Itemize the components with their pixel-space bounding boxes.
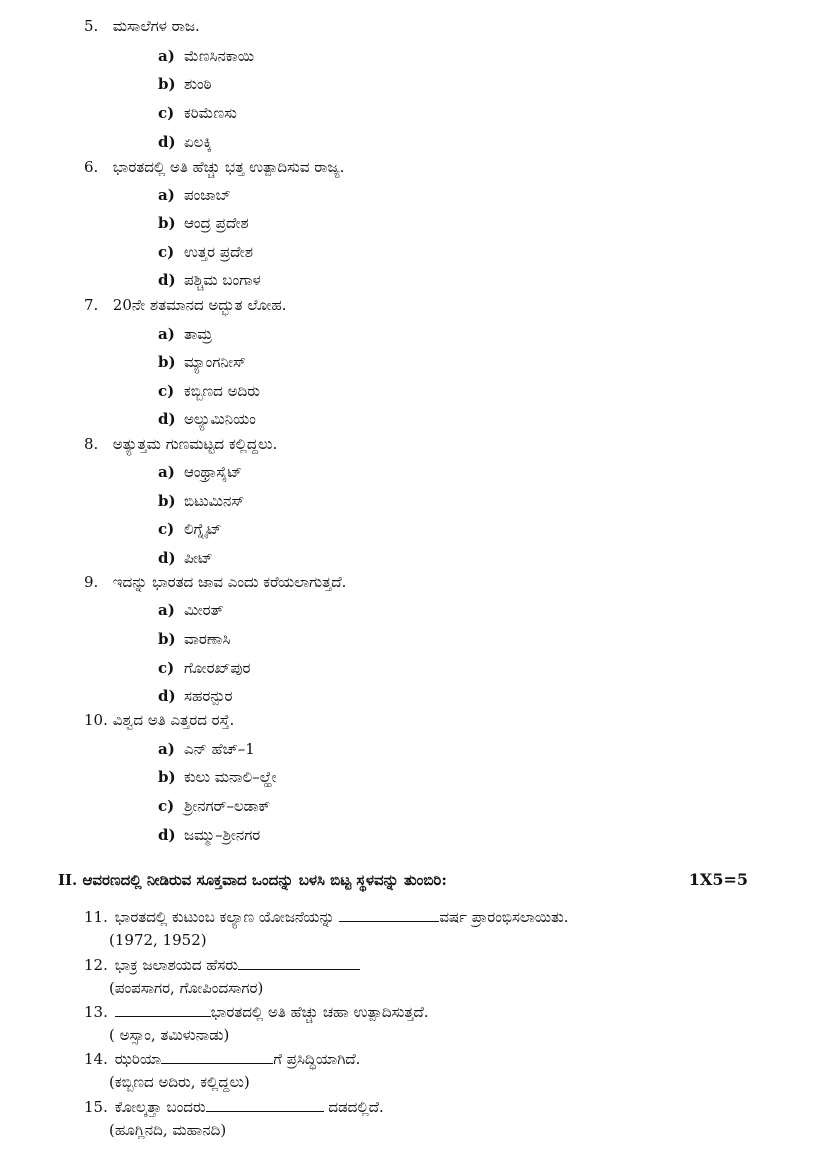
section-heading [58,870,748,890]
option-text: ಕಬ್ಬಿಣದ ಅದಿರು [184,382,260,400]
option-letter: a) [158,740,175,758]
option-text: ಉತ್ತರ ಪ್ರದೇಶ [184,243,253,261]
answer-choices: ( ಅಸ್ಸಾಂ, ತಮಿಳುನಾಡು) [109,1026,230,1044]
section-number: II. [58,871,78,889]
option [158,242,253,262]
option-letter: d) [158,271,176,289]
option-text: ವಾರಣಾಸಿ [184,630,231,648]
option-text: ಶ್ರೀನಗರ್–ಲಡಾಕ್ [184,797,271,815]
option-letter: b) [158,75,176,93]
option-letter: d) [158,687,176,705]
option [158,686,233,706]
option [158,270,261,290]
question-text: ವಿಶ್ವದ ಅತಿ ಎತ್ತರದ ರಸ್ತೆ. [112,711,235,729]
option-text: ಪಶ್ಚಿಮ ಬಂಗಾಳ [184,271,261,289]
option-letter: d) [158,410,176,428]
answer-blank [238,955,360,970]
answer-blank [161,1049,273,1064]
answer-blank [339,907,439,922]
fill-question-12 [84,955,360,975]
question-number: 15. [84,1098,108,1116]
option [158,462,242,482]
option [158,491,244,511]
section-title: ಆವರಣದಲ್ಲಿ ನೀಡಿರುವ ಸೂಕ್ತವಾದ ಒಂದನ್ನು ಬಳಸಿ ಬಿಟ್ಟ ಸ್ಥಳವನ್ನು ತುಂಬಿರಿ: [82,871,447,889]
option-text: ಕರಿಮೆಣಸು [184,104,237,122]
option-letter: a) [158,325,175,343]
answer-choices: (1972, 1952) [109,931,207,949]
option-letter: b) [158,353,176,371]
option-text: ಗೋರಖ್‌ಪುರ [184,659,251,677]
answer-choices: (ಪಂಪಸಾಗರ, ಗೋಪಿಂದಸಾಗರ) [109,979,264,997]
section-marks: 1X5=5 [688,870,748,889]
question-text: 20ನೇ ಶತಮಾನದ ಅದ್ಭುತ ಲೋಹ. [112,296,287,314]
question-number: 9. [84,573,99,591]
option [158,74,212,94]
option-text: ಆಂದ್ರ ಪ್ರದೇಶ [184,214,249,232]
question-9 [84,572,346,592]
option [158,658,250,678]
option [158,629,230,649]
question-text-after: ಗೆ ಪ್ರಸಿದ್ಧಿಯಾಗಿದೆ. [273,1050,361,1068]
option-text: ಮೀರತ್ [184,601,224,619]
question-number: 5. [84,17,99,35]
option [158,185,231,205]
question-text-before: ಕೋಲ್ಕತ್ತಾ ಬಂದರು [114,1098,206,1116]
question-text: ಅತ್ಯುತ್ತಮ ಗುಣಮಟ್ಟದ ಕಲ್ಲಿದ್ದಲು. [112,435,278,453]
option-letter: a) [158,601,175,619]
option-letter: c) [158,382,175,400]
fill-question-15 [84,1097,384,1117]
option-text: ಎನ್ ಹೆಚ್–1 [184,740,255,758]
option-text: ಬಿಟುಮಿನಸ್ [184,492,245,510]
question-text: ಮಸಾಲೆಗಳ ರಾಜ. [112,17,200,35]
option-letter: b) [158,492,176,510]
question-number: 13. [84,1003,108,1021]
option-text: ಜಮ್ಮು–ಶ್ರೀನಗರ [184,826,261,844]
option [158,213,249,233]
option-letter: a) [158,186,175,204]
question-number: 10. [84,711,108,729]
answer-choices: (ಕಬ್ಬಿಣದ ಅದಿರು, ಕಲ್ಲಿದ್ದಲು) [109,1073,250,1091]
option-letter: c) [158,797,175,815]
option-letter: b) [158,768,176,786]
option-letter: b) [158,214,176,232]
answer-blank [206,1097,324,1112]
option [158,352,246,372]
question-text: ಇದನ್ನು ಭಾರತದ ಜಾವ ಎಂದು ಕರೆಯಲಾಗುತ್ತದೆ. [112,573,347,591]
option-text: ಲಿಗ್ನೈಟ್ [184,520,222,538]
option-text: ಕುಲು ಮನಾಲಿ–ಲ್ಹೇ [184,768,277,786]
fill-question-11 [84,907,569,927]
option [158,103,237,123]
option [158,825,260,845]
question-8 [84,434,277,454]
option-letter: d) [158,826,176,844]
question-text-before: ಭಾರತದಲ್ಲಿ ಕುಟುಂಬ ಕಲ್ಯಾಣ ಯೋಜನೆಯನ್ನು [114,908,340,926]
question-number: 6. [84,158,99,176]
option-text: ಶುಂಠಿ [184,75,212,93]
option [158,519,222,539]
option [158,132,212,152]
option-letter: c) [158,659,175,677]
option-text: ಮೆಣಸಿನಕಾಯಿ [184,47,254,65]
option-letter: a) [158,463,175,481]
question-7 [84,295,287,315]
option [158,46,254,66]
option-text: ಮ್ಯಾಂಗನೀಸ್ [184,353,246,371]
option [158,324,212,344]
option-letter: d) [158,549,176,567]
question-text-after: ಭಾರತದಲ್ಲಿ ಅತಿ ಹೆಚ್ಚು ಚಹಾ ಉತ್ಪಾದಿಸುತ್ತದೆ. [210,1003,429,1021]
question-text-after: ವರ್ಷ ಪ್ರಾರಂಭಿಸಲಾಯಿತು. [439,908,569,926]
option-letter: c) [158,520,175,538]
option-letter: c) [158,104,175,122]
option-text: ಪಂಜಾಬ್ [184,186,231,204]
question-6 [84,157,344,177]
question-number: 12. [84,956,108,974]
option-letter: b) [158,630,176,648]
question-number: 7. [84,296,99,314]
question-text-before: ಝರಿಯಾ [114,1050,162,1068]
option [158,767,277,787]
question-text-before: ಭಾಕ್ರ ಜಲಾಶಯದ ಹೆಸರು [114,956,238,974]
question-number: 11. [84,908,108,926]
option-text: ಅಲ್ಯುಮಿನಿಯಂ [184,410,256,428]
option-text: ತಾಮ್ರ [184,325,213,343]
answer-blank [115,1002,211,1017]
fill-question-13 [84,1002,429,1022]
option [158,796,270,816]
question-text: ಭಾರತದಲ್ಲಿ ಅತಿ ಹೆಚ್ಚು ಭತ್ತ ಉತ್ಪಾದಿಸುವ ರಾಜ್ಯ. [112,158,345,176]
option-letter: a) [158,47,175,65]
option [158,739,255,759]
option [158,600,223,620]
answer-choices: (ಹೂಗ್ಲಿನದಿ, ಮಹಾನದಿ) [109,1121,227,1139]
option [158,548,213,568]
option-text: ಪೀಟ್ [184,549,213,567]
option-text: ಏಲಕ್ಕಿ [184,133,212,151]
option-text: ಸಹರನ್ಪುರ [184,687,233,705]
question-text-after: ದಡದಲ್ಲಿದೆ. [323,1098,384,1116]
question-10 [84,710,234,730]
option-letter: d) [158,133,176,151]
option-text: ಆಂಥ್ರಾಸೈಟ್ [184,463,242,481]
question-number: 14. [84,1050,108,1068]
question-number: 8. [84,435,99,453]
option [158,381,260,401]
question-5 [84,16,200,36]
fill-question-14 [84,1049,360,1069]
option-letter: c) [158,243,175,261]
option [158,409,256,429]
